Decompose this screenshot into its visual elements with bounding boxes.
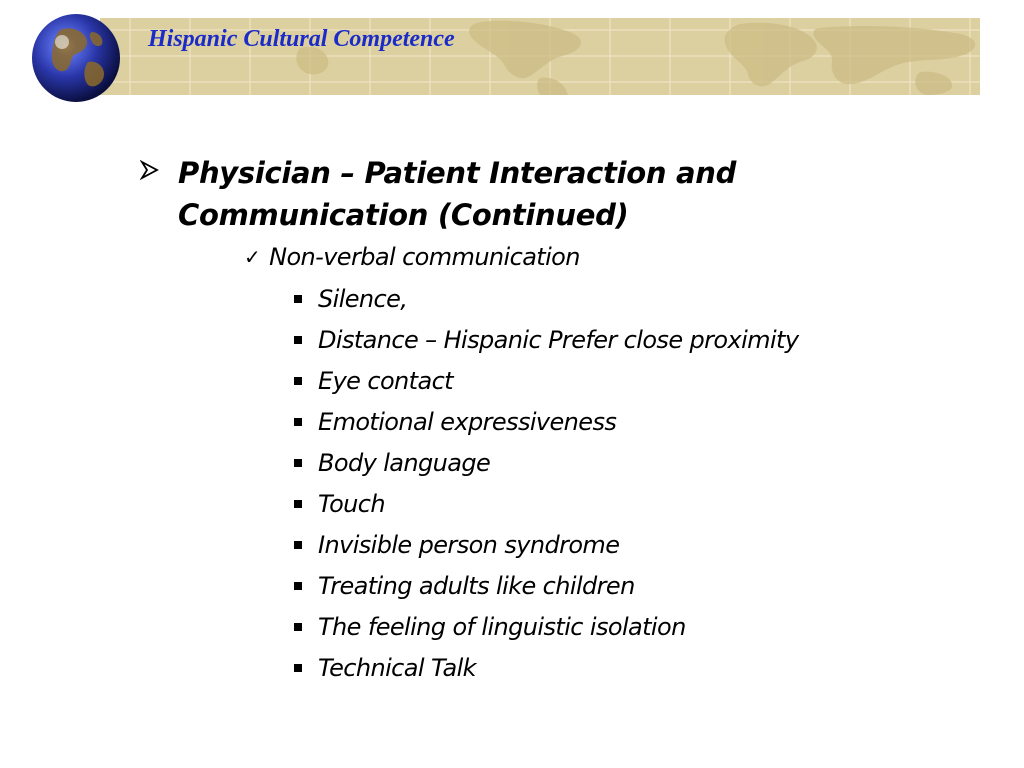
list-item-label: Silence, bbox=[318, 285, 408, 313]
list-item-label: Invisible person syndrome bbox=[318, 531, 620, 559]
square-bullet-icon bbox=[294, 418, 302, 426]
check-icon: ✓ bbox=[244, 245, 261, 269]
square-bullet-icon bbox=[294, 459, 302, 467]
square-bullet-icon bbox=[294, 377, 302, 385]
square-bullet-icon bbox=[294, 623, 302, 631]
list-item-label: Body language bbox=[318, 449, 491, 477]
sub-bullet bbox=[244, 240, 580, 274]
square-bullet-icon bbox=[294, 582, 302, 590]
list-item-label: The feeling of linguistic isolation bbox=[318, 613, 686, 641]
slide-heading: Physician – Patient Interaction and Communication (Continued) bbox=[178, 156, 737, 232]
square-bullet-icon bbox=[294, 500, 302, 508]
globe-icon bbox=[30, 12, 122, 104]
square-bullet-icon bbox=[294, 664, 302, 672]
list-item-label: Touch bbox=[318, 490, 385, 518]
sub-bullet-label: Non-verbal communication bbox=[269, 243, 580, 271]
list-item-label: Distance – Hispanic Prefer close proximity bbox=[318, 326, 799, 354]
square-bullet-icon bbox=[294, 541, 302, 549]
list-item-label: Technical Talk bbox=[318, 654, 476, 682]
arrow-bullet-icon bbox=[140, 160, 160, 180]
header-title: Hispanic Cultural Competence bbox=[148, 26, 455, 52]
square-bullet-icon bbox=[294, 295, 302, 303]
list-item-label: Treating adults like children bbox=[318, 572, 635, 600]
square-bullet-icon bbox=[294, 336, 302, 344]
list-item-label: Eye contact bbox=[318, 367, 453, 395]
list-item-label: Emotional expressiveness bbox=[318, 408, 617, 436]
